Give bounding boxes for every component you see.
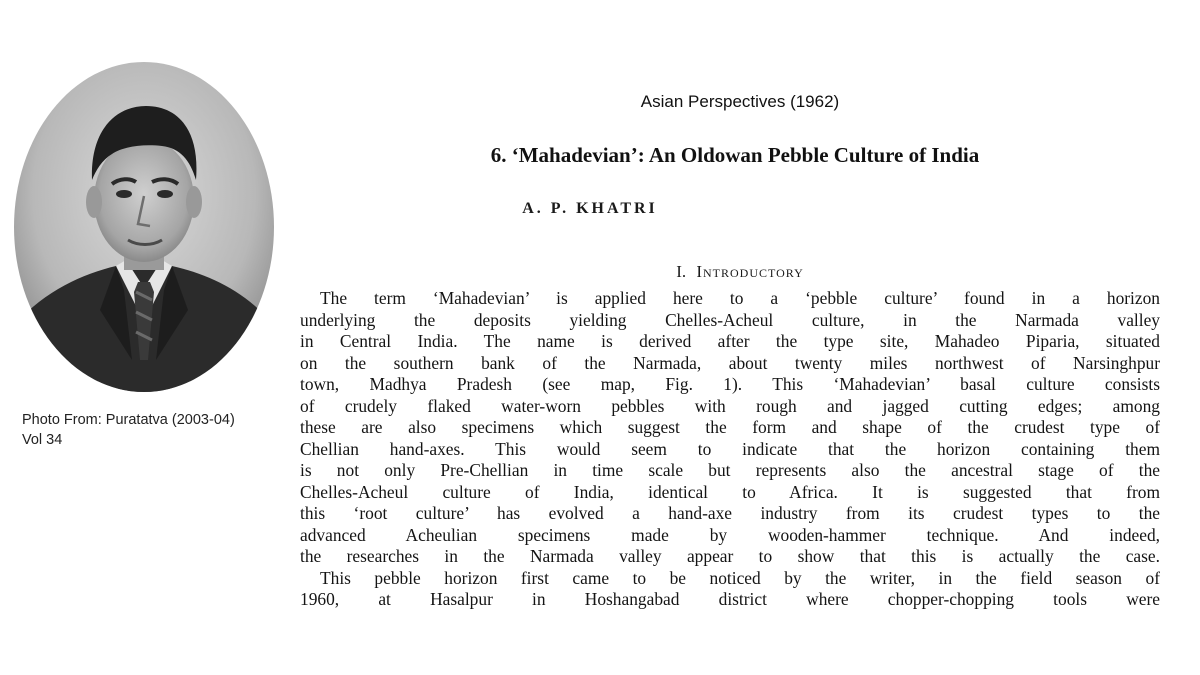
article-author: A. P. KHATRI xyxy=(522,200,658,217)
caption-line-source: Photo From: Puratatva (2003-04) xyxy=(22,412,235,428)
body-line: in Central India. The name is derived after the type site, Mahadeo Piparia, situated xyxy=(300,331,1160,351)
section-number: I. xyxy=(676,262,687,281)
author-portrait xyxy=(12,60,276,394)
journal-citation: Asian Perspectives (1962) xyxy=(640,92,840,111)
body-line: 1960, at Hasalpur in Hoshangabad district where chopper-chopping tools were xyxy=(300,589,1160,609)
body-line: Chelles-Acheul culture of India, identical to Africa. It is suggested that from xyxy=(300,481,1160,502)
body-line: Chellian hand-axes. This would seem to indicate that the horizon containing them xyxy=(300,438,1160,459)
body-line: underlying the deposits yielding Chelles-Acheul culture, in the Narmada valley xyxy=(300,309,1160,330)
section-heading xyxy=(560,262,920,282)
body-line: these are also specimens which suggest the form and shape of the crudest type of xyxy=(300,417,1160,437)
body-line: advanced Acheulian specimens made by wooden-hammer technique. And indeed, xyxy=(300,524,1160,545)
body-line: The term ‘Mahadevian’ is applied here to a ‘pebble culture’ found in a horizon xyxy=(320,288,1160,308)
body-line: of crudely flaked water-worn pebbles with rough and jagged cutting edges; among xyxy=(300,395,1160,416)
body-line: the researches in the Narmada valley appear to show that this is actually the case. xyxy=(300,546,1160,566)
section-title: Introductory xyxy=(696,262,804,281)
body-line: on the southern bank of the Narmada, about twenty miles northwest of Narsinghpur xyxy=(300,352,1160,373)
caption-line-volume: Vol 34 xyxy=(22,432,63,448)
body-line: This pebble horizon first came to be noticed by the writer, in the field season of xyxy=(320,567,1160,588)
body-line: town, Madhya Pradesh (see map, Fig. 1). This ‘Mahadevian’ basal culture consists xyxy=(300,374,1160,394)
body-line: is not only Pre-Chellian in time scale but represents also the ancestral stage of the xyxy=(300,460,1160,480)
article-body xyxy=(300,288,1160,611)
article-title: 6. ‘Mahadevian’: An Oldowan Pebble Culture of India xyxy=(490,143,980,167)
body-line: this ‘root culture’ has evolved a hand-axe industry from its crudest types to the xyxy=(300,503,1160,523)
photo-caption xyxy=(22,410,235,450)
